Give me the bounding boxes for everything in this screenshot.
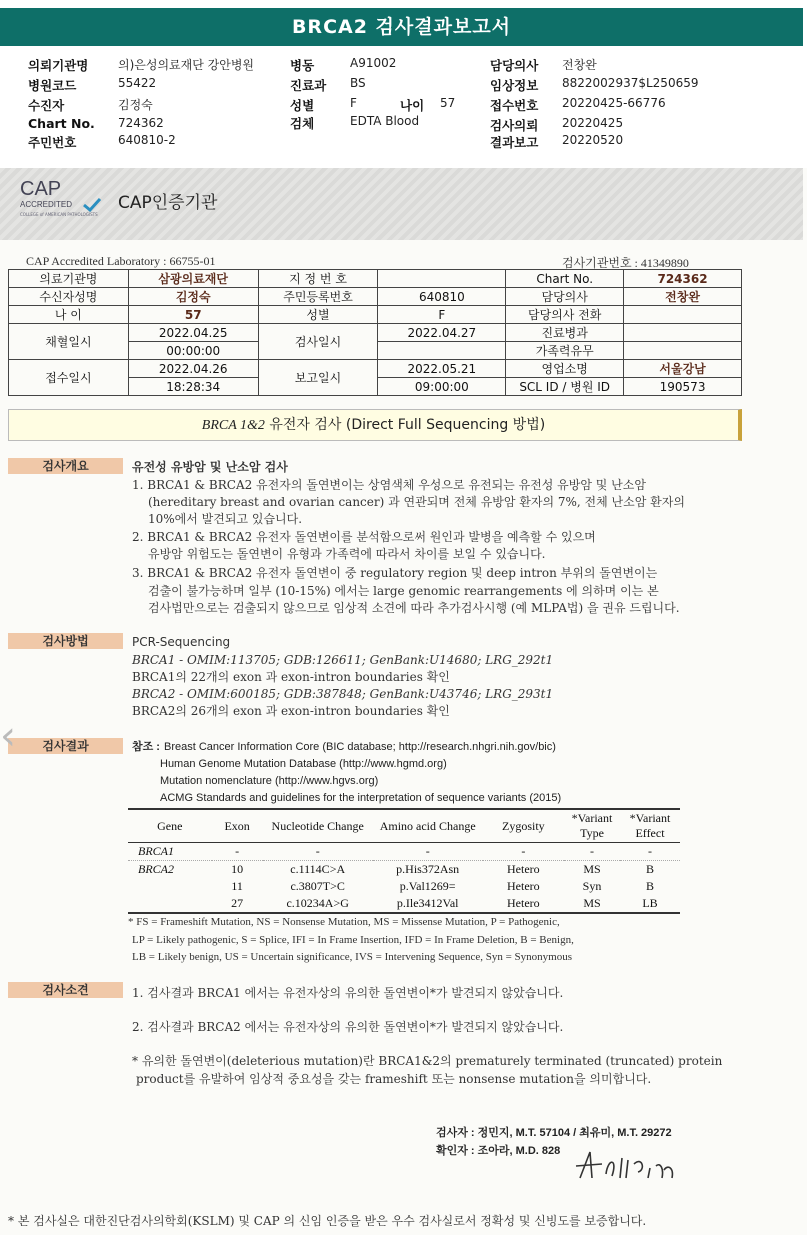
chevron-left-icon[interactable]: ‹ (0, 713, 16, 759)
header-label: 의뢰기관명 (28, 58, 89, 73)
opinion-line: 2. 검사결과 BRCA2 에서는 유전자상의 유의한 돌연변이*가 발견되지 않았습니다. (132, 1020, 564, 1034)
cell: MS (583, 862, 601, 876)
signature (572, 1148, 702, 1188)
table-row (128, 843, 680, 861)
cell: c.3807T>C (290, 879, 345, 893)
header-label: 접수번호 (490, 98, 539, 113)
info-label: 의료기관명 (9, 270, 129, 288)
header-value: 724362 (118, 116, 164, 130)
cap-banner (0, 168, 803, 240)
info-value: 2022.05.21 (378, 360, 506, 378)
overview-heading: 유전성 유방암 및 난소암 검사 (132, 460, 288, 474)
gene-cell (128, 878, 212, 895)
footnote-line: LP = Likely pathogenic, S = Splice, IFI = In Frame Insertion, IFD = In Frame Deletion, B = Benign, (132, 934, 574, 946)
info-label: 수신자성명 (9, 288, 129, 306)
column-header: *Variant Effect (620, 809, 680, 843)
overview-line: 유방암 위험도는 돌연변이 유형과 가족력에 따라서 차이를 보일 수 있습니다. (148, 547, 546, 561)
info-value (624, 306, 742, 324)
header-label: 검체 (290, 116, 315, 131)
bottom-note: * 본 검사실은 대한진단검사의학회(KSLM) 및 CAP 의 신임 인증을 받은 우수 검사실로서 정확성 및 신빙도를 보증합니다. (8, 1214, 647, 1228)
overview-line: 검사법만으로는 검출되지 않으므로 임상적 소견에 따라 추가검사시행 (예 MLPA법) 을 권유 드립니다. (148, 601, 680, 615)
overview-line: 2. BRCA1 & BRCA2 유전자 돌연변이를 분석함으로써 원인과 발병을 예측할 수 있으며 (132, 530, 596, 544)
info-label: 검사일시 (258, 324, 378, 360)
info-label: 보고일시 (258, 360, 378, 396)
cell: - (263, 843, 373, 861)
section-title (8, 409, 742, 441)
header-value: EDTA Blood (350, 114, 420, 128)
scanned-report (0, 168, 807, 1235)
cap-logo (20, 178, 106, 224)
cell: c.1114C>A (290, 862, 346, 876)
column-header: Nucleotide Change (263, 809, 373, 843)
cell: Hetero (507, 862, 540, 876)
institution-number: 검사기관번호 : 41349890 (562, 256, 689, 270)
header-label: 병동 (290, 58, 315, 73)
column-header: Zygosity (483, 809, 564, 843)
header-value: 55422 (118, 76, 157, 90)
info-value: 00:00:00 (128, 342, 258, 360)
info-value: 57 (128, 306, 258, 324)
info-value: 전창완 (624, 288, 742, 306)
header-value: 20220520 (562, 133, 624, 147)
info-value (378, 342, 506, 360)
info-value: 김정숙 (128, 288, 258, 306)
header-value: 20220425 (562, 116, 624, 130)
cell: - (212, 843, 263, 861)
cell: B (645, 862, 654, 876)
info-label: 채혈일시 (9, 324, 129, 360)
report-header (0, 56, 807, 156)
header-label: 담당의사 (490, 58, 539, 73)
info-label: 주민등록번호 (258, 288, 378, 306)
patient-info-table (8, 269, 742, 396)
header-value: A91002 (350, 56, 397, 70)
table-row (128, 861, 680, 879)
examiner: 검사자 : 정민지, M.T. 57104 / 최유미, M.T. 29272 (436, 1127, 672, 1139)
header-label: 주민번호 (28, 135, 77, 150)
cap-logo-sub: ACCREDITED (20, 200, 73, 209)
info-value: F (378, 306, 506, 324)
column-header: Gene (128, 809, 212, 843)
check-icon (82, 198, 102, 212)
cell: 11 (231, 879, 243, 893)
method-line: BRCA2의 26개의 exon 과 exon-intron boundaries 확인 (132, 704, 450, 718)
header-value: 전창완 (562, 58, 597, 72)
method-line: BRCA2 - OMIM:600185; GDB:387848; GenBank:U43746; LRG_293t1 (132, 687, 554, 701)
cell: B (645, 879, 654, 893)
cell: Hetero (483, 895, 564, 913)
gene-cell: BRCA2 (138, 862, 174, 876)
info-value: 18:28:34 (128, 378, 258, 396)
header-label: 나이 (400, 98, 425, 113)
header-value: 640810-2 (118, 133, 176, 147)
header-label: 검사의뢰 (490, 118, 539, 133)
cell: p.His372Asn (396, 862, 460, 876)
header-label: 진료과 (290, 78, 327, 93)
confirmer: 확인자 : 조아라, M.D. 828 (436, 1145, 561, 1157)
info-value: 삼광의료재단 (128, 270, 258, 288)
info-value: 09:00:00 (378, 378, 506, 396)
footnote-line: LB = Likely benign, US = Uncertain significance, IVS = Intervening Sequence, Syn = Synonymous (132, 951, 572, 963)
section-title-genes: BRCA 1&2 (201, 418, 265, 433)
info-label: 진료병과 (506, 324, 624, 342)
info-label: 나 이 (9, 306, 129, 324)
info-label: 지 정 번 호 (258, 270, 378, 288)
info-value (624, 342, 742, 360)
header-value: 57 (440, 96, 456, 110)
cell: p.Ile3412Val (373, 895, 483, 913)
variant-table (128, 808, 680, 914)
cell: Hetero (507, 879, 540, 893)
method-line: BRCA1 - OMIM:113705; GDB:126611; GenBank:U14680; LRG_292t1 (132, 653, 554, 667)
cap-logo-small: COLLEGE of AMERICAN PATHOLOGISTS (20, 212, 98, 217)
info-value: 2022.04.25 (128, 324, 258, 342)
gene-cell: BRCA1 (128, 843, 212, 861)
overview-line: (hereditary breast and ovarian cancer) 과 연관되며 전체 유방암 환자의 7%, 전체 난소암 환자의 (148, 495, 685, 509)
opinion-line: 1. 검사결과 BRCA1 에서는 유전자상의 유의한 돌연변이*가 발견되지 않았습니다. (132, 986, 564, 1000)
cell: LB (620, 895, 680, 913)
header-value: BS (350, 76, 366, 90)
cell: - (620, 843, 680, 861)
header-label: 결과보고 (490, 135, 539, 150)
cell: p.Val1269= (399, 879, 456, 893)
header-label: 병원코드 (28, 78, 77, 93)
header-label: Chart No. (28, 116, 95, 131)
footnote-line: * FS = Frameshift Mutation, NS = Nonsense Mutation, MS = Missense Mutation, P = Pathogenic, (128, 916, 560, 928)
cap-logo-text: CAP (20, 178, 62, 200)
header-value: 김정숙 (118, 98, 153, 112)
info-value: 724362 (624, 270, 742, 288)
cell: - (373, 843, 483, 861)
info-value: 2022.04.26 (128, 360, 258, 378)
method-line: BRCA1의 22개의 exon 과 exon-intron boundaries 확인 (132, 670, 450, 684)
opinion-line: product를 유발하여 임상적 중요성을 갖는 frameshift 또는 nonsense mutation을 의미합니다. (136, 1072, 652, 1086)
info-label: Chart No. (506, 270, 624, 288)
info-label: SCL ID / 병원 ID (506, 378, 624, 396)
cell: - (564, 843, 620, 861)
table-row (128, 878, 680, 895)
info-label: 담당의사 (506, 288, 624, 306)
info-value: 2022.04.27 (378, 324, 506, 342)
table-row (128, 895, 680, 913)
section-title-text: 유전자 검사 (Direct Full Sequencing 방법) (264, 417, 546, 433)
info-value: 640810 (378, 288, 506, 306)
overview-line: 검출이 불가능하며 일부 (10-15%) 에서는 large genomic rearrangements 에 의하며 이는 본 (148, 584, 659, 598)
header-label: 수진자 (28, 98, 65, 113)
info-label: 성별 (258, 306, 378, 324)
info-label: 가족력유무 (506, 342, 624, 360)
info-label: 담당의사 전화 (506, 306, 624, 324)
reference-line: Mutation nomenclature (http://www.hgvs.org) (160, 775, 379, 787)
column-header: Exon (212, 809, 263, 843)
cell: - (483, 843, 564, 861)
report-title: BRCA2 검사결과보고서 (0, 8, 803, 46)
header-value: 20220425-66776 (562, 96, 666, 110)
column-header: *Variant Type (564, 809, 620, 843)
overview-line: 1. BRCA1 & BRCA2 유전자의 돌연변이는 상염색체 우성으로 유전되는 유전성 유방암 및 난소암 (132, 478, 646, 492)
overview-line: 10%에서 발견되고 있습니다. (148, 512, 303, 526)
reference-line: ACMG Standards and guidelines for the interpretation of sequence variants (2015) (160, 792, 562, 804)
tag-method: 검사방법 (8, 633, 123, 649)
header-value: F (350, 96, 357, 110)
method-line: PCR-Sequencing (132, 635, 231, 649)
info-value: 서울강남 (624, 360, 742, 378)
cell: c.10234A>G (263, 895, 373, 913)
tag-overview: 검사개요 (8, 458, 123, 474)
header-label: 성별 (290, 98, 315, 113)
header-value: 8822002937$L250659 (562, 76, 699, 90)
cell: Syn (582, 879, 602, 893)
cell: 10 (231, 862, 244, 876)
info-value: 190573 (624, 378, 742, 396)
reference-line: Breast Cancer Information Core (BIC database; http://research.nhgri.nih.gov/bic) (164, 741, 556, 753)
overview-line: 3. BRCA1 & BRCA2 유전자 돌연변이 중 regulatory region 및 deep intron 부위의 돌연변이는 (132, 566, 658, 580)
info-label: 접수일시 (9, 360, 129, 396)
reference-label: 참조 : (132, 741, 160, 753)
lab-number: CAP Accredited Laboratory : 66755-01 (26, 254, 216, 268)
gene-cell (128, 895, 212, 913)
tag-result: 검사결과 (8, 738, 123, 754)
tag-opinion: 검사소견 (8, 982, 123, 998)
info-value (624, 324, 742, 342)
reference-line: Human Genome Mutation Database (http://www.hgmd.org) (160, 758, 447, 770)
opinion-line: * 유의한 돌연변이(deleterious mutation)란 BRCA1&2의 prematurely terminated (truncated) protein (132, 1054, 723, 1068)
info-label: 영업소명 (506, 360, 624, 378)
info-value (378, 270, 506, 288)
cap-banner-text: CAP인증기관 (118, 193, 218, 213)
header-label: 임상정보 (490, 78, 539, 93)
header-value: 의)은성의료재단 강안병원 (118, 58, 255, 72)
column-header: Amino acid Change (373, 809, 483, 843)
cell: MS (564, 895, 620, 913)
cell: 27 (212, 895, 263, 913)
